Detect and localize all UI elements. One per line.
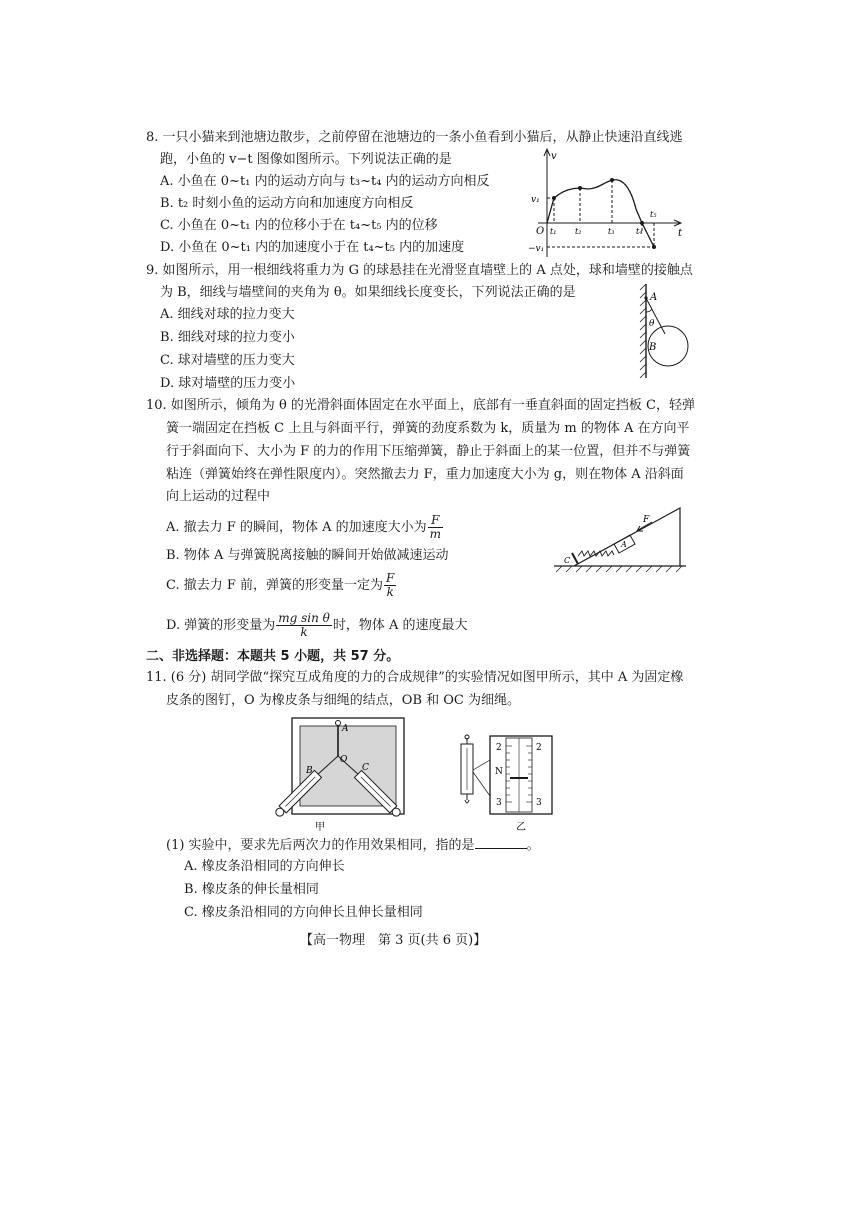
fraction-denominator: k [300, 625, 308, 639]
q11-option-c: C. 橡皮条沿相同的方向伸长且伸长量相同 [184, 905, 423, 920]
q10-line1: 10. 如图所示，倾角为 θ 的光滑斜面体固定在水平面上，底部有一垂直斜面的固定挡板 C，轻弹 [146, 398, 695, 413]
fraction-denominator: m [429, 527, 441, 541]
q11-sub1-text: (1) 实验中，要求先后两次力的作用效果相同，指的是 [166, 838, 475, 853]
q11-figure-yi [452, 732, 560, 834]
q11-fig-tick-2-left: 2 [496, 743, 502, 753]
q10-fig-a-label: A [621, 540, 627, 549]
q11-fig-a-label: A [342, 724, 349, 734]
section-2-heading: 二、非选择题：本题共 5 小题，共 57 分。 [146, 649, 400, 664]
q10-option-c-fraction [384, 572, 396, 599]
q8-option-a: A. 小鱼在 0~t₁ 内的运动方向与 t₃~t₄ 内的运动方向相反 [160, 174, 490, 189]
q9-option-c: C. 球对墙壁的压力变大 [160, 353, 295, 368]
q11-fig-o-label: O [340, 755, 348, 765]
q8-vt-graph [528, 145, 690, 260]
q10-option-c-text: C. 撤去力 F 前，弹簧的形变量一定为 [166, 578, 384, 593]
q10-fig-f-label: F [643, 515, 650, 525]
q10-option-b: B. 物体 A 与弹簧脱离接触的瞬间开始做减速运动 [166, 548, 449, 563]
q9-option-a: A. 细线对球的拉力变大 [160, 307, 295, 322]
q11-figure-jia [266, 714, 414, 834]
q11-fig-yi-caption: 乙 [516, 822, 526, 833]
q11-sub1-period: 。 [526, 838, 540, 853]
fraction-denominator: k [386, 585, 394, 599]
q10-line2: 簧一端固定在挡板 C 上且与斜面平行，弹簧的劲度系数为 k，质量为 m 的物体 A 在方向平 [166, 421, 690, 436]
q9-option-d: D. 球对墙壁的压力变小 [160, 376, 296, 391]
fraction-numerator: F [428, 514, 443, 528]
q10-line3: 行于斜面向下、大小为 F 的力的作用下压缩弹簧，静止于斜面上的某一位置，但并不与弹簧 [166, 444, 691, 459]
q11-fig-c-label: C [362, 763, 369, 773]
q10-incline-figure [552, 500, 688, 576]
q10-option-c [166, 571, 397, 601]
q8-option-c: C. 小鱼在 0~t₁ 内的位移小于在 t₄~t₅ 内的位移 [160, 218, 438, 233]
q10-line5: 向上运动的过程中 [166, 489, 271, 504]
q9-fig-b-label: B [649, 342, 657, 353]
q11-fig-jia-caption: 甲 [315, 822, 325, 833]
page-footer: 【高一物理 第 3 页(共 6 页)】 [300, 933, 487, 948]
q10-option-d-tail: 时，物体 A 的速度最大 [332, 618, 468, 633]
q9-line1: 9. 如图所示，用一根细线将重力为 G 的球悬挂在光滑竖直墙壁上的 A 点处，球和墙壁的接触点 [146, 263, 693, 278]
q8-option-b: B. t₂ 时刻小鱼的运动方向和加速度方向相反 [160, 196, 414, 211]
q11-line1: 11. (6 分) 胡同学做“探究互成角度的力的合成规律”的实验情况如图甲所示，其中 A 为固定橡 [146, 670, 684, 685]
q10-fig-c-label: C [564, 556, 571, 565]
q11-fig-tick-2-right: 2 [536, 743, 542, 753]
q11-fig-tick-3-right: 3 [536, 798, 542, 808]
q11-sub1 [166, 836, 540, 855]
graph-v-label: v [551, 151, 557, 162]
graph-t1-label: t₁ [550, 227, 557, 236]
fraction-numerator: mg sin θ [278, 611, 330, 625]
graph-t5-label: t₅ [650, 210, 657, 219]
q8-line1: 8. 一只小猫来到池塘边散步，之前停留在池塘边的一条小鱼看到小猫后，从静止快速沿直线逃 [146, 130, 683, 145]
graph-t3-label: t₃ [608, 227, 615, 236]
q11-line2: 皮条的图钉，O 为橡皮条与细绳的结点，OB 和 OC 为细绳。 [166, 693, 521, 708]
q9-fig-theta-label: θ [649, 319, 655, 329]
q8-line2: 跑，小鱼的 v−t 图像如图所示。下列说法正确的是 [160, 152, 452, 167]
q9-line2: 为 B，细线与墙壁间的夹角为 θ。如果细线长度变长，下列说法正确的是 [160, 285, 576, 300]
graph-t-label: t [678, 228, 683, 239]
q10-option-d-fraction [276, 612, 332, 639]
q10-option-a [166, 513, 444, 543]
q9-fig-a-label: A [650, 292, 658, 303]
q10-line4: 粘连（弹簧始终在弹性限度内）。突然撤去力 F，重力加速度大小为 g，则在物体 A 沿斜面 [166, 467, 684, 482]
q10-option-d [166, 611, 468, 641]
q10-option-a-text: A. 撤去力 F 的瞬间，物体 A 的加速度大小为 [166, 520, 427, 535]
graph-neg-v1-label: −v₁ [528, 244, 545, 254]
graph-origin-label: O [536, 226, 545, 237]
fraction-numerator: F [386, 571, 395, 585]
q11-fig-b-label: B [306, 766, 313, 776]
graph-t4-label: t₄ [636, 227, 643, 236]
graph-t2-label: t₂ [575, 227, 582, 236]
q10-option-a-fraction [428, 514, 443, 541]
q9-option-b: B. 细线对球的拉力变小 [160, 330, 295, 345]
q11-fig-tick-3-left: 3 [496, 798, 502, 808]
q8-option-d: D. 小鱼在 0~t₁ 内的加速度小于在 t₄~t₅ 内的加速度 [160, 240, 465, 255]
q11-option-b: B. 橡皮条的伸长量相同 [184, 882, 319, 897]
q11-fig-unit-n: N [495, 767, 503, 777]
graph-v1-label: v₁ [531, 195, 540, 205]
q9-wall-ball-figure [632, 282, 692, 382]
q10-option-d-text: D. 弹簧的形变量为 [166, 618, 276, 633]
q11-sub1-answer-blank[interactable] [475, 836, 527, 849]
q11-option-a: A. 橡皮条沿相同的方向伸长 [184, 859, 345, 874]
